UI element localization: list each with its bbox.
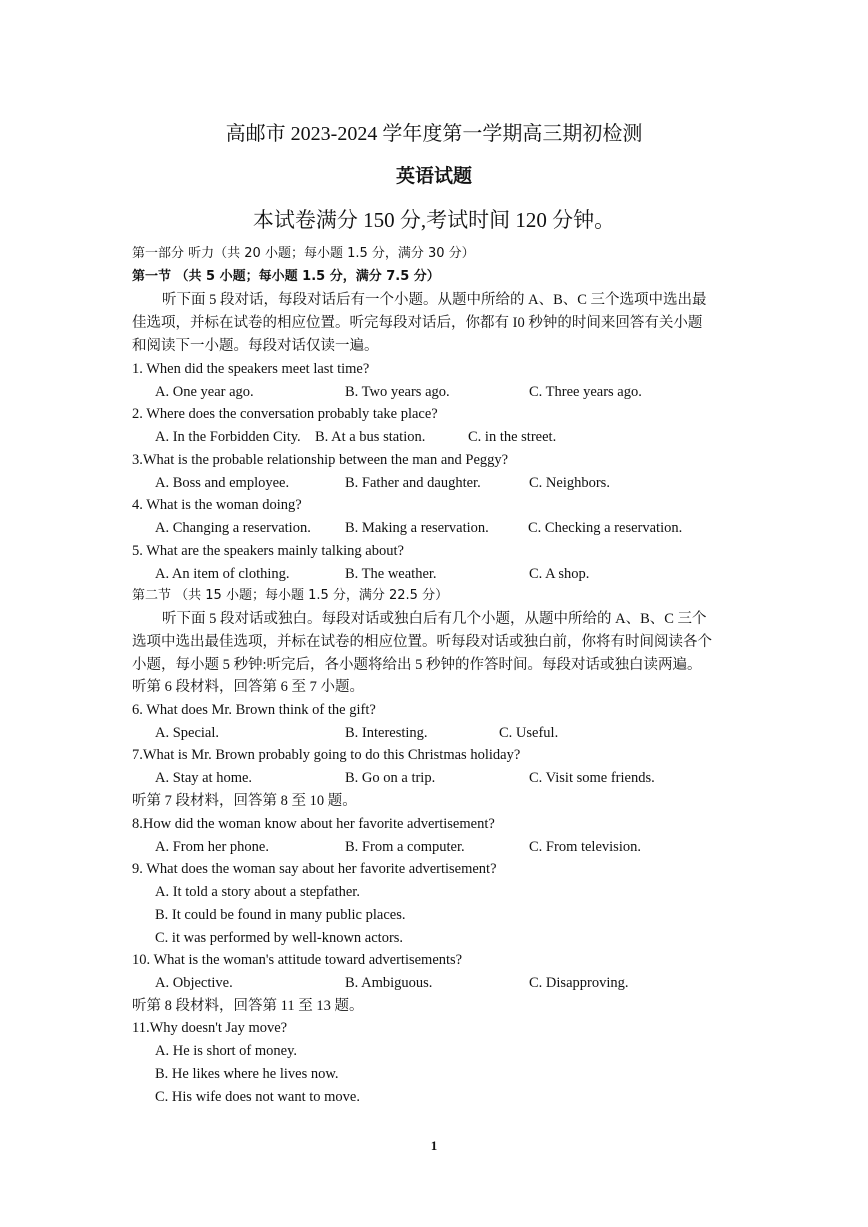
q8-option-a: A. From her phone. bbox=[155, 839, 269, 855]
q1-option-a: A. One year ago. bbox=[155, 384, 254, 400]
question-2: 2. Where does the conversation probably take place? bbox=[132, 406, 438, 422]
q3-option-a: A. Boss and employee. bbox=[155, 475, 290, 491]
q5-option-b: B. The weather. bbox=[345, 566, 437, 582]
q6-option-c: C. Useful. bbox=[499, 725, 559, 741]
question-6: 6. What does Mr. Brown think of the gift? bbox=[132, 702, 376, 718]
q10-option-b: B. Ambiguous. bbox=[345, 975, 433, 991]
q11-option-b: B. He likes where he lives now. bbox=[155, 1066, 339, 1082]
q11-option-c: C. His wife does not want to move. bbox=[155, 1089, 360, 1105]
material-7-intro: 听第 7 段材料，回答第 8 至 10 题。 bbox=[132, 793, 357, 809]
question-4: 4. What is the woman doing? bbox=[132, 497, 302, 513]
q8-option-c: C. From television. bbox=[529, 839, 641, 855]
q10-option-a: A. Objective. bbox=[155, 975, 233, 991]
q7-option-a: A. Stay at home. bbox=[155, 770, 253, 786]
q11-option-a: A. He is short of money. bbox=[155, 1043, 298, 1059]
exam-title: 高邮市 2023-2024 学年度第一学期高三期初检测 bbox=[225, 123, 643, 145]
q1-option-c: C. Three years ago. bbox=[529, 384, 642, 400]
q6-option-b: B. Interesting. bbox=[345, 725, 428, 741]
q3-option-b: B. Father and daughter. bbox=[345, 475, 481, 491]
question-8: 8.How did the woman know about her favorite advertisement? bbox=[132, 816, 495, 832]
subject-title: 英语试题 bbox=[395, 166, 472, 187]
q10-option-c: C. Disapproving. bbox=[529, 975, 629, 991]
question-7: 7.What is Mr. Brown probably going to do this Christmas holiday? bbox=[132, 747, 521, 763]
section1-instructions-line2: 佳选项，并标在试卷的相应位置。听完每段对话后，你都有 I0 秒钟的时间来回答有关小题 bbox=[132, 315, 703, 331]
section2-instructions-line2: 选项中选出最佳选项，并标在试卷的相应位置。听每段对话或独白前，你将有时间阅读各个 bbox=[132, 634, 712, 650]
q6-option-a: A. Special. bbox=[155, 725, 220, 741]
material-8-intro: 听第 8 段材料，回答第 11 至 13 题。 bbox=[132, 998, 364, 1014]
q8-option-b: B. From a computer. bbox=[345, 839, 465, 855]
q5-option-c: C. A shop. bbox=[529, 566, 590, 582]
section2-heading: 第二节 （共 15 小题；每小题 1.5 分，满分 22.5 分） bbox=[132, 588, 449, 603]
section1-instructions-line1: 听下面 5 段对话，每段对话后有一个小题。从题中所给的 A、B、C 三个选项中选出最 bbox=[162, 292, 707, 308]
q7-option-b: B. Go on a trip. bbox=[345, 770, 436, 786]
question-5: 5. What are the speakers mainly talking about? bbox=[132, 543, 404, 559]
question-10: 10. What is the woman's attitude toward advertisements? bbox=[132, 952, 463, 968]
question-3: 3.What is the probable relationship between the man and Peggy? bbox=[132, 452, 509, 468]
q7-option-c: C. Visit some friends. bbox=[529, 770, 655, 786]
q1-option-b: B. Two years ago. bbox=[345, 384, 450, 400]
section2-instructions-line3: 小题，每小题 5 秒钟:听完后，各小题将给出 5 秒钟的作答时间。每段对话或独白读两遍。 bbox=[132, 657, 702, 673]
q2-option-c: C. in the street. bbox=[468, 429, 557, 445]
section1-heading: 第一节 （共 5 小题；每小题 1.5 分，满分 7.5 分） bbox=[132, 269, 440, 284]
section2-instructions-line1: 听下面 5 段对话或独白。每段对话或独白后有几个小题，从题中所给的 A、B、C 三个 bbox=[162, 611, 707, 627]
q4-option-a: A. Changing a reservation. bbox=[155, 520, 311, 536]
part1-heading: 第一部分 听力（共 20 小题；每小题 1.5 分，满分 30 分） bbox=[132, 246, 475, 261]
q4-option-c: C. Checking a reservation. bbox=[528, 520, 683, 536]
q9-option-a: A. It told a story about a stepfather. bbox=[155, 884, 360, 900]
q2-option-a: A. In the Forbidden City. bbox=[155, 429, 301, 445]
page-number: 1 bbox=[430, 1138, 438, 1153]
question-1: 1. When did the speakers meet last time? bbox=[132, 361, 370, 377]
question-9: 9. What does the woman say about her favorite advertisement? bbox=[132, 861, 497, 877]
question-11: 11.Why doesn't Jay move? bbox=[132, 1020, 288, 1036]
q2-option-b: B. At a bus station. bbox=[315, 429, 426, 445]
q3-option-c: C. Neighbors. bbox=[529, 475, 610, 491]
section1-instructions-line3: 和阅读下一小题。每段对话仅读一遍。 bbox=[132, 338, 379, 354]
material-6-intro: 听第 6 段材料，回答第 6 至 7 小题。 bbox=[132, 679, 364, 695]
q9-option-b: B. It could be found in many public places. bbox=[155, 907, 406, 923]
exam-info: 本试卷满分 150 分,考试时间 120 分钟。 bbox=[252, 208, 616, 232]
q5-option-a: A. An item of clothing. bbox=[155, 566, 290, 582]
q4-option-b: B. Making a reservation. bbox=[345, 520, 489, 536]
q9-option-c: C. it was performed by well-known actors. bbox=[155, 930, 404, 946]
